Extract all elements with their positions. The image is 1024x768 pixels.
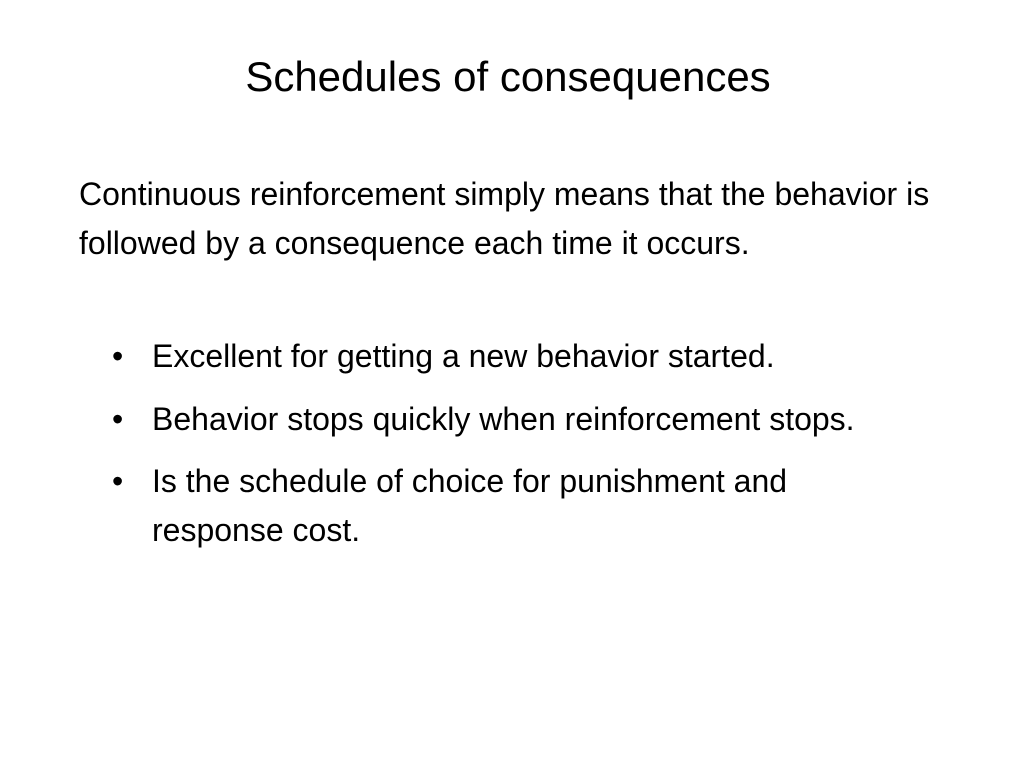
bullet-list: [112, 332, 922, 568]
bullet-item: [112, 332, 922, 381]
bullet-item: [112, 395, 922, 444]
bullet-text: Is the schedule of choice for punishment and response cost.: [152, 463, 788, 548]
bullet-text: Excellent for getting a new behavior started.: [152, 338, 775, 374]
bullet-icon: •: [112, 463, 124, 499]
bullet-icon: •: [112, 338, 124, 374]
body-paragraph: Continuous reinforcement simply means that the behavior is followed by a consequence each time it occurs.: [79, 176, 930, 261]
slide-title: Schedules of consequences: [245, 53, 771, 100]
bullet-text: Behavior stops quickly when reinforcement stops.: [152, 400, 855, 437]
bullet-icon: •: [112, 400, 124, 437]
bullet-item: [112, 457, 922, 554]
